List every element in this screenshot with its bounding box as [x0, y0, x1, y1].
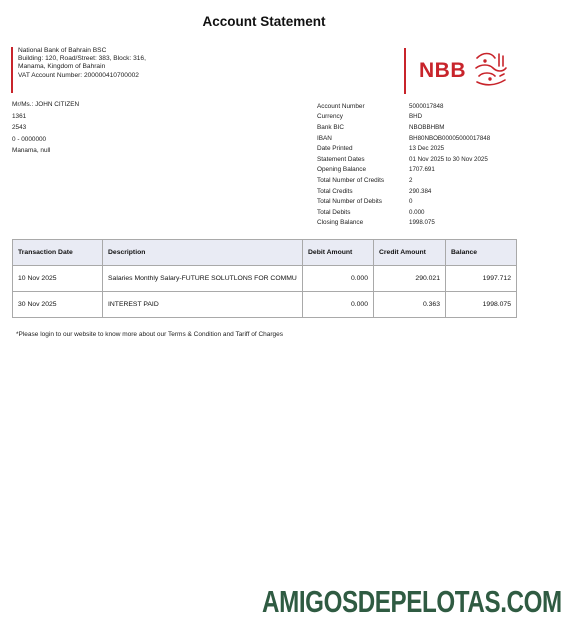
summary-value: 290.384 — [409, 187, 432, 195]
debit-amount: 0.000 — [303, 292, 374, 318]
bank-address-city: Manama, Kingdom of Bahrain — [18, 63, 106, 71]
summary-value: 0 — [409, 198, 413, 206]
summary-label: Total Credits — [317, 187, 353, 195]
summary-row-currency — [317, 112, 490, 123]
transaction-date: 10 Nov 2025 — [13, 266, 103, 292]
summary-label: IBAN — [317, 134, 332, 142]
credit-amount: 0.363 — [374, 292, 446, 318]
summary-row-debit-count — [317, 196, 490, 207]
summary-row-account-number — [317, 101, 490, 112]
summary-row-opening-balance — [317, 165, 490, 176]
column-header-balance: Balance — [446, 240, 517, 266]
summary-label: Bank BIC — [317, 123, 344, 131]
table-row — [13, 266, 517, 292]
customer-name: Mr/Ms.: JOHN CITIZEN — [12, 101, 80, 108]
summary-value: 5000017848 — [409, 102, 444, 110]
debit-amount: 0.000 — [303, 266, 374, 292]
summary-label: Statement Dates — [317, 155, 365, 163]
column-header-transaction-date: Transaction Date — [13, 240, 103, 266]
bank-vat-number: VAT Account Number: 200000410700002 — [18, 71, 139, 79]
nbb-logo-text: NBB — [419, 59, 466, 82]
summary-value: 13 Dec 2025 — [409, 145, 445, 153]
bank-name: National Bank of Bahrain BSC — [18, 47, 107, 54]
account-summary — [317, 101, 490, 228]
transaction-description: Salaries Monthly Salary-FUTURE SOLUTLONS FOR COMMU — [103, 266, 303, 292]
transaction-description: INTEREST PAID — [103, 292, 303, 318]
summary-value: NBOBBHBM — [409, 123, 445, 131]
arabic-calligraphy-logo-icon — [473, 50, 509, 88]
table-header-row — [13, 240, 517, 266]
customer-address-line: 1361 — [12, 112, 27, 120]
column-header-debit-amount: Debit Amount — [303, 240, 374, 266]
summary-row-date-printed — [317, 143, 490, 154]
summary-label: Currency — [317, 113, 343, 121]
balance-amount: 1998.075 — [446, 292, 517, 318]
summary-label: Date Printed — [317, 145, 353, 153]
summary-row-bank-bic — [317, 122, 490, 133]
table-row — [13, 292, 517, 318]
customer-city: Manama, null — [12, 147, 51, 154]
summary-label: Closing Balance — [317, 219, 364, 227]
summary-row-iban — [317, 133, 490, 144]
transactions-table — [12, 239, 517, 318]
balance-amount: 1997.712 — [446, 266, 517, 292]
page-title: Account Statement — [202, 14, 326, 29]
summary-value: 1707.691 — [409, 166, 435, 174]
summary-row-closing-balance — [317, 218, 490, 229]
summary-label: Account Number — [317, 102, 365, 110]
bank-address-line: Building: 120, Road/Street: 383, Block: 316, — [18, 55, 146, 63]
nbb-logo — [404, 48, 516, 94]
summary-value: BHD — [409, 113, 423, 121]
summary-row-total-debits — [317, 207, 490, 218]
summary-value: 01 Nov 2025 to 30 Nov 2025 — [409, 155, 488, 163]
column-header-description: Description — [103, 240, 303, 266]
summary-value: 2 — [409, 176, 413, 184]
summary-label: Total Number of Debits — [317, 198, 382, 206]
customer-phone: 0 - 0000000 — [12, 135, 47, 143]
summary-label: Total Debits — [317, 208, 351, 216]
summary-row-total-credits — [317, 186, 490, 197]
transaction-date: 30 Nov 2025 — [13, 292, 103, 318]
summary-row-statement-dates — [317, 154, 490, 165]
summary-label: Total Number of Credits — [317, 176, 385, 184]
summary-value: 1998.075 — [409, 219, 435, 227]
summary-value: 0.000 — [409, 208, 425, 216]
bank-address-block — [11, 47, 261, 93]
summary-value: BH80NBOB00005000017848 — [409, 134, 491, 142]
column-header-credit-amount: Credit Amount — [374, 240, 446, 266]
watermark-text: AMIGOSDEPELOTAS.COM — [262, 584, 562, 619]
credit-amount: 290.021 — [374, 266, 446, 292]
customer-address-block — [12, 99, 79, 157]
customer-address-line: 2543 — [12, 124, 27, 131]
summary-row-credit-count — [317, 175, 490, 186]
summary-label: Opening Balance — [317, 166, 367, 174]
terms-footnote: *Please login to our website to know more about our Terms & Condition and Tariff of Charges — [16, 331, 284, 338]
